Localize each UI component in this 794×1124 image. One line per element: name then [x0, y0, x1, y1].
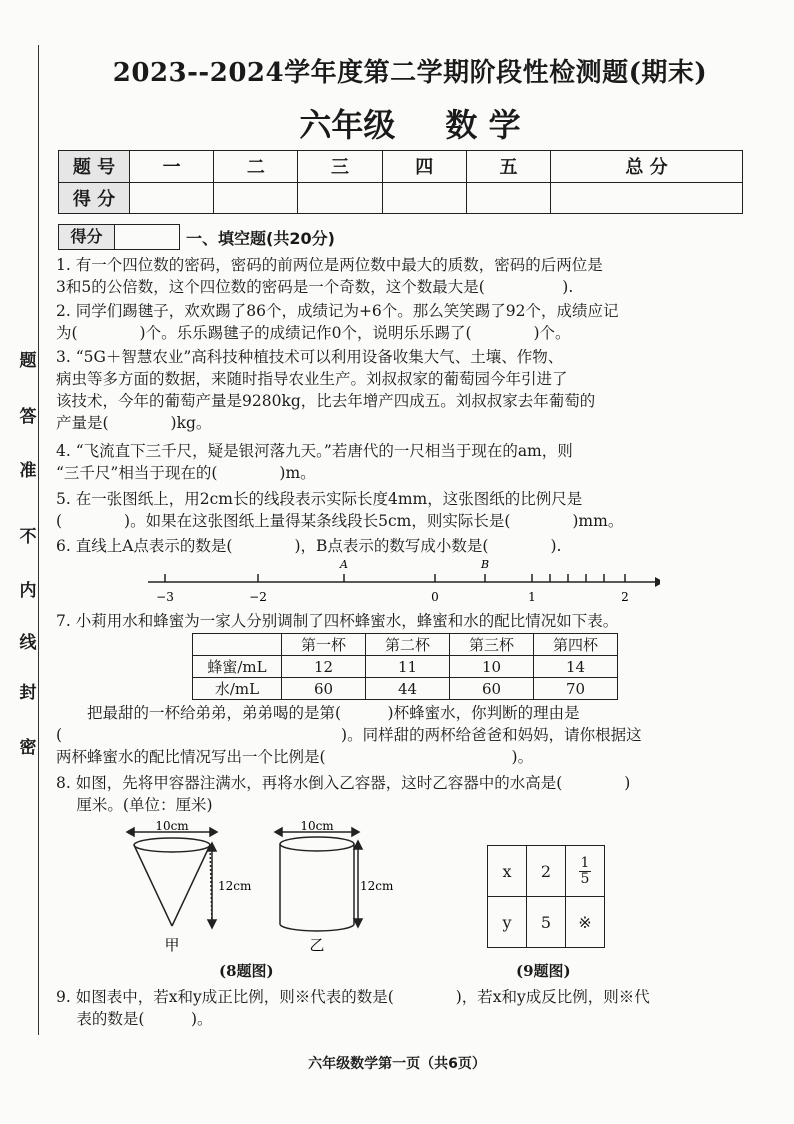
svg-text:12cm: 12cm — [360, 879, 394, 893]
table-row: y 5 ※ — [488, 897, 605, 948]
question-2: 2. 同学们踢毽子，欢欢踢了86个，成绩记为+6个。那么笑笑踢了92个，成绩应记 为( )个。乐乐踢毽子的成绩记作0个，说明乐乐踢了( )个。 — [56, 302, 619, 342]
question-1: 1. 有一个四位数的密码，密码的前两位是两位数中最大的质数，密码的后两位是 3和5的公倍数，这个四位数的密码是一个奇数，这个数最大是( ). — [56, 256, 603, 296]
score-table-score-row — [59, 182, 743, 214]
tick-label: 1 — [528, 590, 536, 604]
table-row: x 2 $\frac{1}{5}$ — [488, 846, 605, 897]
exam-title: 2023--2024学年度第二学期阶段性检测题(期末) — [112, 58, 708, 88]
figure-8-caption: (8题图) — [219, 962, 274, 980]
section-score-box[interactable] — [58, 224, 180, 250]
point-a-label: A — [340, 558, 348, 571]
score-table-cell: 一 — [130, 151, 214, 183]
score-table-cell: 得 分 — [59, 182, 130, 214]
section-title: 一、填空题(共20分) — [186, 229, 335, 248]
score-input-cell[interactable] — [466, 182, 550, 214]
table-row: 第一杯 第二杯 第三杯 第四杯 — [193, 634, 618, 656]
score-input-cell[interactable] — [214, 182, 298, 214]
grade-label: 六年级 — [299, 106, 396, 144]
section-score-label: 得分 — [59, 225, 115, 249]
page-footer: 六年级数学第一页（共6页） — [308, 1056, 486, 1072]
question-7: 把最甜的一杯给弟弟，弟弟喝的是第( )杯蜂蜜水，你判断的理由是 ( )。同样甜的两杯给爸爸和妈妈，请你根据这 两杯蜂蜜水的配比情况写出一个比例是( )。 — [56, 704, 642, 766]
score-input-cell[interactable] — [551, 182, 743, 214]
question-4: 4. “飞流直下三千尺，疑是银河落九天。”若唐代的一尺相当于现在的am，则 “三千尺”相当于现在的( )m。 — [56, 442, 573, 482]
figure-9-caption: (9题图) — [516, 962, 571, 980]
score-table-cell: 二 — [214, 151, 298, 183]
container-a-label: 甲 — [164, 936, 180, 954]
exam-subtitle — [60, 100, 760, 146]
score-table-header-row — [59, 151, 743, 183]
score-input-cell[interactable] — [130, 182, 214, 214]
tick-label: 2 — [621, 590, 629, 604]
question-5: 5. 在一张图纸上，用2cm长的线段表示实际长度4mm，这张图纸的比例尺是 ( )。如果在这张图纸上量得某条线段长5cm，则实际长是( )mm。 — [56, 490, 624, 530]
container-figure — [120, 818, 440, 958]
xy-table — [487, 845, 605, 948]
question-7-intro: 7. 小莉用水和蜂蜜为一家人分别调制了四杯蜂蜜水，蜂蜜和水的配比情况如下表。 — [56, 612, 619, 630]
score-table-cell: 五 — [466, 151, 550, 183]
tick-label: −2 — [249, 590, 267, 604]
svg-text:12cm: 12cm — [218, 879, 252, 893]
container-b-label: 乙 — [309, 936, 325, 954]
score-table-cell: 总 分 — [551, 151, 743, 183]
score-input-cell[interactable] — [298, 182, 382, 214]
question-6: 6. 直线上A点表示的数是( )，B点表示的数写成小数是( ). — [56, 537, 562, 555]
point-b-label: B — [480, 558, 490, 571]
table-row: 蜂蜜/mL 12 11 10 14 — [193, 656, 618, 678]
fraction: $\frac{1}{5}$ — [580, 854, 590, 887]
number-line — [140, 558, 660, 608]
honey-ratio-table — [192, 633, 618, 700]
score-input-cell[interactable] — [382, 182, 466, 214]
question-3: 3. “5G＋智慧农业”高科技种植技术可以利用设备收集大气、土壤、作物、 病虫等多方面的数据，来随时指导农业生产。刘叔叔家的葡萄园今年引进了 该技术，今年的葡萄产量是9280kg，比去年增产四成五。刘叔叔家去年葡萄的 产量是( )kg。 — [56, 348, 596, 432]
subject-label: 数 学 — [445, 106, 521, 144]
table-row: 水/mL 60 44 60 70 — [193, 678, 618, 700]
svg-text:10cm: 10cm — [155, 819, 189, 833]
score-table — [58, 150, 743, 214]
score-table-cell: 四 — [382, 151, 466, 183]
question-9: 9. 如图表中，若x和y成正比例，则※代表的数是( )，若x和y成反比例，则※代 表的数是( )。 — [56, 988, 650, 1028]
score-table-cell: 三 — [298, 151, 382, 183]
tick-label: −3 — [156, 590, 174, 604]
score-table-cell: 题 号 — [59, 151, 130, 183]
question-8: 8. 如图，先将甲容器注满水，再将水倒入乙容器，这时乙容器中的水高是( ) 厘米。(单位：厘米) — [56, 774, 631, 814]
tick-label: 0 — [431, 590, 439, 604]
svg-text:10cm: 10cm — [300, 819, 334, 833]
